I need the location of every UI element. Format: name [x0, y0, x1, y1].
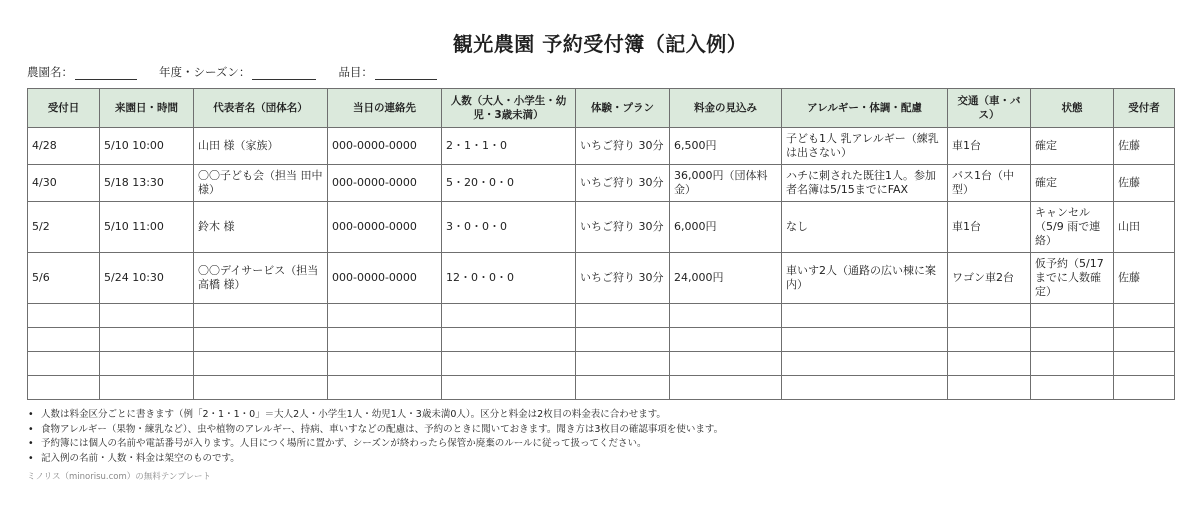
empty-cell[interactable]	[670, 328, 782, 352]
cell-status[interactable]: 確定	[1031, 165, 1114, 202]
cell-status[interactable]: 仮予約（5/17までに人数確定）	[1031, 253, 1114, 304]
header-row	[28, 89, 1175, 128]
empty-cell[interactable]	[576, 352, 670, 376]
cell-receiver[interactable]: 山田	[1114, 202, 1175, 253]
cell-visit-datetime[interactable]: 5/18 13:30	[100, 165, 194, 202]
empty-cell[interactable]	[328, 352, 442, 376]
cell-allergy[interactable]: 車いす2人（通路の広い棟に案内）	[782, 253, 948, 304]
empty-cell[interactable]	[1031, 376, 1114, 400]
col-transport: 交通（車・バス）	[948, 89, 1031, 128]
item-label: 品目：	[338, 65, 373, 79]
cell-headcount[interactable]: 2・1・1・0	[442, 128, 576, 165]
cell-plan[interactable]: いちご狩り 30分	[576, 128, 670, 165]
cell-fee[interactable]: 24,000円	[670, 253, 782, 304]
table-row	[28, 253, 1175, 304]
table-row	[28, 128, 1175, 165]
col-headcount: 人数（大人・小学生・幼児・3歳未満）	[442, 89, 576, 128]
empty-cell[interactable]	[670, 376, 782, 400]
template-credit: ミノリス（minorisu.com）の無料テンプレート	[27, 472, 211, 482]
empty-cell[interactable]	[1114, 352, 1175, 376]
empty-cell[interactable]	[28, 352, 100, 376]
note-item: • 食物アレルギー（果物・練乳など）、虫や植物のアレルギー、持病、車いすなどの配慮は、予約のときに聞いておきます。聞き方は3枚目の確認事項を使います。	[27, 423, 1177, 438]
note-item: • 記入例の名前・人数・料金は架空のものです。	[27, 452, 1177, 467]
empty-cell[interactable]	[670, 304, 782, 328]
col-contact: 当日の連絡先	[328, 89, 442, 128]
cell-contact[interactable]: 000-0000-0000	[328, 202, 442, 253]
empty-row	[28, 328, 1175, 352]
empty-cell[interactable]	[194, 376, 328, 400]
col-visit-datetime: 来園日・時間	[100, 89, 194, 128]
empty-row	[28, 304, 1175, 328]
cell-fee[interactable]: 36,000円（団体料金）	[670, 165, 782, 202]
page-title: 観光農園 予約受付簿（記入例）	[452, 32, 748, 56]
cell-representative[interactable]: 鈴木 様	[194, 202, 328, 253]
farm-name-field	[27, 64, 137, 80]
empty-cell[interactable]	[194, 352, 328, 376]
col-representative: 代表者名（団体名）	[194, 89, 328, 128]
cell-status[interactable]: 確定	[1031, 128, 1114, 165]
cell-transport[interactable]: バス1台（中型）	[948, 165, 1031, 202]
cell-receiver[interactable]: 佐藤	[1114, 128, 1175, 165]
empty-cell[interactable]	[100, 352, 194, 376]
cell-representative[interactable]: 〇〇デイサービス（担当 高橋 様）	[194, 253, 328, 304]
cell-representative[interactable]: 山田 様（家族）	[194, 128, 328, 165]
empty-cell[interactable]	[100, 304, 194, 328]
cell-transport[interactable]: 車1台	[948, 202, 1031, 253]
farm-name-blank[interactable]	[75, 67, 137, 80]
cell-received-date[interactable]: 5/6	[28, 253, 100, 304]
empty-cell[interactable]	[442, 304, 576, 328]
meta-fields	[27, 64, 459, 80]
col-status: 状態	[1031, 89, 1114, 128]
cell-headcount[interactable]: 12・0・0・0	[442, 253, 576, 304]
empty-cell[interactable]	[328, 328, 442, 352]
cell-contact[interactable]: 000-0000-0000	[328, 253, 442, 304]
empty-cell[interactable]	[442, 376, 576, 400]
empty-cell[interactable]	[1114, 328, 1175, 352]
empty-cell[interactable]	[1031, 352, 1114, 376]
empty-cell[interactable]	[194, 328, 328, 352]
col-receiver: 受付者	[1114, 89, 1175, 128]
empty-cell[interactable]	[576, 304, 670, 328]
cell-headcount[interactable]: 3・0・0・0	[442, 202, 576, 253]
cell-visit-datetime[interactable]: 5/10 11:00	[100, 202, 194, 253]
empty-cell[interactable]	[782, 352, 948, 376]
cell-contact[interactable]: 000-0000-0000	[328, 165, 442, 202]
cell-received-date[interactable]: 4/30	[28, 165, 100, 202]
reservation-table	[27, 88, 1175, 400]
season-blank[interactable]	[252, 67, 316, 80]
cell-received-date[interactable]: 4/28	[28, 128, 100, 165]
cell-fee[interactable]: 6,500円	[670, 128, 782, 165]
season-field	[159, 64, 316, 80]
empty-cell[interactable]	[194, 304, 328, 328]
cell-receiver[interactable]: 佐藤	[1114, 165, 1175, 202]
cell-headcount[interactable]: 5・20・0・0	[442, 165, 576, 202]
empty-cell[interactable]	[782, 304, 948, 328]
empty-cell[interactable]	[782, 328, 948, 352]
cell-status[interactable]: キャンセル（5/9 雨で連絡）	[1031, 202, 1114, 253]
col-received-date: 受付日	[28, 89, 100, 128]
empty-row	[28, 352, 1175, 376]
item-blank[interactable]	[375, 67, 437, 80]
cell-contact[interactable]: 000-0000-0000	[328, 128, 442, 165]
item-field	[338, 64, 437, 80]
empty-cell[interactable]	[100, 328, 194, 352]
cell-received-date[interactable]: 5/2	[28, 202, 100, 253]
empty-cell[interactable]	[576, 328, 670, 352]
notes-list	[27, 408, 1177, 466]
note-item: • 予約簿には個人の名前や電話番号が入ります。人目につく場所に置かず、シーズンが終わったら保管か廃棄のルールに従って扱ってください。	[27, 437, 1177, 452]
empty-cell[interactable]	[328, 376, 442, 400]
cell-plan[interactable]: いちご狩り 30分	[576, 202, 670, 253]
empty-cell[interactable]	[28, 376, 100, 400]
cell-transport[interactable]: 車1台	[948, 128, 1031, 165]
empty-cell[interactable]	[100, 376, 194, 400]
cell-allergy[interactable]: 子ども1人 乳アレルギー（練乳は出さない）	[782, 128, 948, 165]
empty-cell[interactable]	[1031, 328, 1114, 352]
col-plan: 体験・プラン	[576, 89, 670, 128]
note-item: • 人数は料金区分ごとに書きます（例「2・1・1・0」＝大人2人・小学生1人・幼児1人・3歳未満0人）。区分と料金は2枚目の料金表に合わせます。	[27, 408, 1177, 423]
empty-cell[interactable]	[28, 328, 100, 352]
empty-cell[interactable]	[1114, 304, 1175, 328]
cell-visit-datetime[interactable]: 5/24 10:30	[100, 253, 194, 304]
empty-row	[28, 376, 1175, 400]
empty-cell[interactable]	[948, 328, 1031, 352]
empty-cell[interactable]	[948, 352, 1031, 376]
table-row	[28, 202, 1175, 253]
cell-allergy[interactable]: ハチに刺された既往1人。参加者名簿は5/15までにFAX	[782, 165, 948, 202]
table-row	[28, 165, 1175, 202]
cell-allergy[interactable]: なし	[782, 202, 948, 253]
col-fee: 料金の見込み	[670, 89, 782, 128]
empty-cell[interactable]	[576, 376, 670, 400]
empty-cell[interactable]	[948, 376, 1031, 400]
farm-name-label: 農園名：	[27, 65, 73, 79]
empty-cell[interactable]	[948, 304, 1031, 328]
cell-fee[interactable]: 6,000円	[670, 202, 782, 253]
cell-visit-datetime[interactable]: 5/10 10:00	[100, 128, 194, 165]
empty-cell[interactable]	[328, 304, 442, 328]
empty-cell[interactable]	[442, 328, 576, 352]
empty-cell[interactable]	[670, 352, 782, 376]
col-allergy: アレルギー・体調・配慮	[782, 89, 948, 128]
empty-cell[interactable]	[442, 352, 576, 376]
empty-cell[interactable]	[782, 376, 948, 400]
empty-cell[interactable]	[1114, 376, 1175, 400]
empty-cell[interactable]	[1031, 304, 1114, 328]
cell-receiver[interactable]: 佐藤	[1114, 253, 1175, 304]
cell-plan[interactable]: いちご狩り 30分	[576, 165, 670, 202]
cell-transport[interactable]: ワゴン車2台	[948, 253, 1031, 304]
cell-plan[interactable]: いちご狩り 30分	[576, 253, 670, 304]
empty-cell[interactable]	[28, 304, 100, 328]
cell-representative[interactable]: 〇〇子ども会（担当 田中 様）	[194, 165, 328, 202]
season-label: 年度・シーズン：	[159, 65, 251, 79]
